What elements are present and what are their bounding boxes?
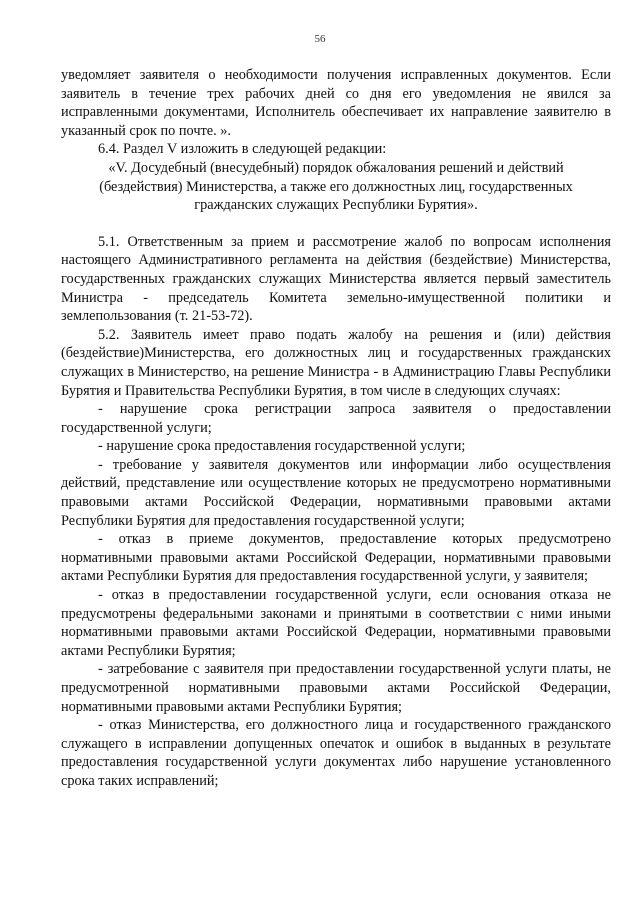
document-body (61, 66, 611, 791)
section-heading: «V. Досудебный (внесудебный) порядок обжалования решений и действий (бездействия) Министерства, а также его должностных лиц, государственных гражданских служащих Республики Бурятия». (99, 159, 573, 214)
list-item: - отказ в предоставлении государственной услуги, если основания отказа не предусмотрены федеральными законами и принятыми в соответствии с ними иными нормативными правовыми актами Российской Федерации, нормативными правовыми актами Республики Бурятия; (61, 587, 611, 659)
list-item: - нарушение срока предоставления государственной услуги; (98, 438, 466, 455)
spacer (61, 215, 611, 233)
list-item: - отказ Министерства, его должностного лица и государственного гражданского служащего в исправлении допущенных опечаток и ошибок в выданных в результате предоставления государственной услуги документах либо нарушение установленного срока таких исправлений; (61, 717, 611, 789)
paragraph-continuation: уведомляет заявителя о необходимости получения исправленных документов. Если заявитель в течение трех рабочих дней со дня его уведомления не явился за исправленными документами, Исполнитель обеспечивает их направление заявителю в указанный срок по почте. ». (61, 67, 611, 139)
paragraph-5-2: 5.2. Заявитель имеет право подать жалобу на решения и (или) действия (бездействие)Министерства, его должностных лиц и государственных гражданских служащих в Министерство, на решение Министра - в Администрацию Главы Республики Бурятия и Правительства Республики Бурятия, в том числе в следующих случаях: (61, 326, 611, 399)
list-item: - отказ в приеме документов, предоставление которых предусмотрено нормативными правовыми актами Российской Федерации, нормативными правовыми актами Республики Бурятия для предоставления государственной услуги, у заявителя; (61, 531, 611, 585)
paragraph-5-1: 5.1. Ответственным за прием и рассмотрение жалоб по вопросам исполнения настоящего Административного регламента на действия (бездействие) Министерства, государственных гражданских служащих Министерства является первый заместитель Министра - председатель Комитета земельно-имущественной политики и землепользования (т. 21-53-72). (61, 233, 611, 325)
paragraph-6-4: 6.4. Раздел V изложить в следующей редакции: (98, 141, 387, 158)
list-item: - требование у заявителя документов или информации либо осуществления действий, представление или осуществление которых не предусмотрено нормативными правовыми актами Российской Федерации, нормативными правовыми актами Республики Бурятия для предоставления государственной услуги; (61, 456, 611, 529)
list-item: - затребование с заявителя при предоставлении государственной услуги платы, не предусмотренной нормативными правовыми актами Российской Федерации, нормативными правовыми актами Республики Бурятия; (61, 661, 611, 715)
page-number: 56 (314, 33, 326, 45)
list-item: - нарушение срока регистрации запроса заявителя о предоставлении государственной услуги; (61, 401, 611, 436)
